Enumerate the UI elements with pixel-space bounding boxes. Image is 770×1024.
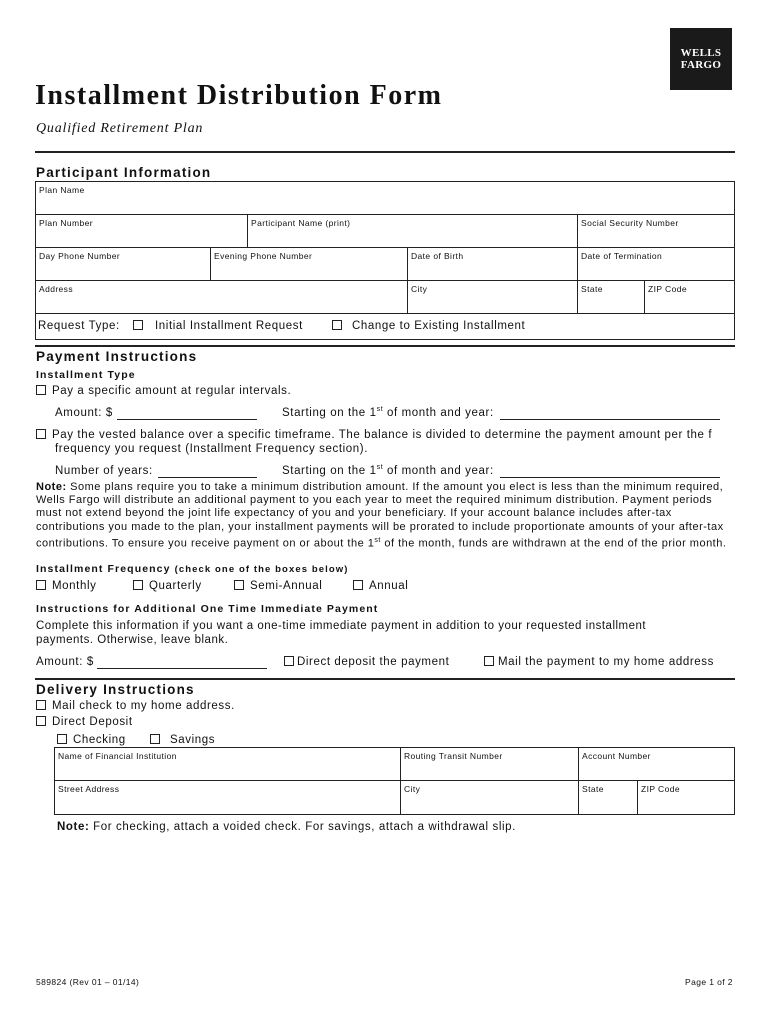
payment-note: Note: Some plans require you to take a minimum distribution amount. If the amount you elect is less than the minimum required, Wells Fargo will distribute an additional payment to you each year to meet the required minimum distribution. Payment periods must not extend beyond the joint life expectancy of you and your beneficiary. If your account balance includes after-tax contributions you made to the plan, your installment payments will be prorated to include proportionate amounts of your after-tax contributions. To ensure you receive payment on or about the 1st of the month, funds are withdrawn at the end of the prior month. — [36, 481, 727, 550]
annual-checkbox[interactable] — [353, 580, 363, 590]
monthly-checkbox[interactable] — [36, 580, 46, 590]
freq-semiannual-option[interactable]: Semi-Annual — [234, 580, 322, 592]
years-input[interactable] — [158, 465, 257, 478]
ssn-field[interactable] — [577, 214, 735, 248]
starting-label-2: Starting on the 1st of month and year: — [282, 464, 494, 477]
bank-state-field[interactable] — [578, 780, 638, 815]
bank-zip-field[interactable] — [637, 780, 735, 815]
installment-type-heading: Installment Type — [36, 369, 136, 381]
logo-line2: FARGO — [680, 59, 722, 71]
institution-field[interactable] — [54, 747, 401, 781]
specific-amount-checkbox[interactable] — [36, 385, 46, 395]
dob-field[interactable] — [407, 247, 578, 281]
change-installment-option[interactable]: Change to Existing Installment — [332, 320, 525, 332]
freq-monthly-option[interactable]: Monthly — [36, 580, 96, 592]
additional-amount-input[interactable] — [97, 656, 267, 669]
participant-heading: Participant Information — [36, 165, 212, 180]
freq-quarterly-option[interactable]: Quarterly — [133, 580, 202, 592]
additional-amount-label: Amount: $ — [36, 656, 94, 668]
direct-deposit-checkbox[interactable] — [36, 716, 46, 726]
delivery-heading: Delivery Instructions — [36, 682, 195, 697]
termination-field[interactable] — [577, 247, 735, 281]
termination-label: Date of Termination — [581, 251, 663, 261]
divider — [35, 678, 735, 680]
plan-number-field[interactable] — [35, 214, 248, 248]
plan-name-field[interactable] — [35, 181, 735, 215]
evening-phone-field[interactable] — [210, 247, 408, 281]
mail-check-option[interactable]: Mail check to my home address. — [36, 700, 235, 712]
additional-payment-text: Complete this information if you want a one-time immediate payment in addition to your requested installment payments. Otherwise, leave blank. — [36, 620, 647, 646]
additional-payment-heading: Instructions for Additional One Time Immediate Payment — [36, 603, 379, 615]
city-label: City — [411, 284, 428, 294]
divider — [35, 345, 735, 347]
dob-label: Date of Birth — [411, 251, 464, 261]
address-label: Address — [39, 284, 73, 294]
form-subtitle: Qualified Retirement Plan — [36, 121, 204, 136]
quarterly-checkbox[interactable] — [133, 580, 143, 590]
amount-label: Amount: $ — [55, 407, 113, 419]
address-field[interactable] — [35, 280, 408, 314]
zip-label: ZIP Code — [648, 284, 687, 294]
form-id: 589824 (Rev 01 – 01/14) — [36, 977, 140, 987]
account-field[interactable] — [578, 747, 735, 781]
years-label: Number of years: — [55, 465, 153, 477]
amount-input[interactable] — [117, 407, 257, 420]
day-phone-label: Day Phone Number — [39, 251, 121, 261]
bank-state-label: State — [582, 784, 604, 794]
street-label: Street Address — [58, 784, 120, 794]
direct-deposit-option[interactable]: Direct Deposit — [36, 716, 133, 728]
wells-fargo-logo — [670, 28, 732, 90]
initial-request-option[interactable]: Initial Installment Request — [133, 320, 303, 332]
starting-date-input-2[interactable] — [500, 465, 720, 478]
option-specific-amount[interactable]: Pay a specific amount at regular intervals. — [36, 385, 291, 397]
frequency-heading: Installment Frequency (check one of the boxes below) — [36, 563, 349, 575]
request-type-label: Request Type: — [38, 320, 120, 332]
evening-phone-label: Evening Phone Number — [214, 251, 313, 261]
street-field[interactable] — [54, 780, 401, 815]
checking-checkbox[interactable] — [57, 734, 67, 744]
zip-field[interactable] — [644, 280, 735, 314]
ssn-label: Social Security Number — [581, 218, 679, 228]
payment-heading: Payment Instructions — [36, 349, 198, 364]
request-type-row — [35, 313, 735, 340]
option-vested-balance[interactable]: Pay the vested balance over a specific timeframe. The balance is divided to determine the payment amount per the f — [36, 429, 712, 441]
page-number: Page 1 of 2 — [685, 977, 733, 987]
direct-deposit-payment-checkbox[interactable] — [284, 656, 294, 666]
direct-deposit-payment-option[interactable]: Direct deposit the payment — [284, 656, 449, 668]
delivery-note: Note: For checking, attach a voided check. For savings, attach a withdrawal slip. — [57, 821, 516, 833]
savings-option[interactable]: Savings — [150, 734, 215, 746]
routing-label: Routing Transit Number — [404, 751, 503, 761]
mail-payment-option[interactable]: Mail the payment to my home address — [484, 656, 714, 668]
vested-balance-checkbox[interactable] — [36, 429, 46, 439]
participant-name-label: Participant Name (print) — [251, 218, 351, 228]
participant-name-field[interactable] — [247, 214, 578, 248]
divider — [35, 151, 735, 153]
checking-option[interactable]: Checking — [57, 734, 126, 746]
plan-number-label: Plan Number — [39, 218, 94, 228]
savings-checkbox[interactable] — [150, 734, 160, 744]
starting-label-1: Starting on the 1st of month and year: — [282, 406, 494, 419]
bank-zip-label: ZIP Code — [641, 784, 680, 794]
freq-annual-option[interactable]: Annual — [353, 580, 408, 592]
bank-city-label: City — [404, 784, 421, 794]
starting-date-input-1[interactable] — [500, 407, 720, 420]
change-installment-checkbox[interactable] — [332, 320, 342, 330]
routing-field[interactable] — [400, 747, 579, 781]
semiannual-checkbox[interactable] — [234, 580, 244, 590]
city-field[interactable] — [407, 280, 578, 314]
day-phone-field[interactable] — [35, 247, 211, 281]
state-label: State — [581, 284, 603, 294]
account-label: Account Number — [582, 751, 651, 761]
logo-line1: WELLS — [680, 47, 722, 59]
mail-check-checkbox[interactable] — [36, 700, 46, 710]
bank-city-field[interactable] — [400, 780, 579, 815]
mail-payment-checkbox[interactable] — [484, 656, 494, 666]
institution-label: Name of Financial Institution — [58, 751, 177, 761]
initial-request-checkbox[interactable] — [133, 320, 143, 330]
option-vested-balance-line2: frequency you request (Installment Frequency section). — [55, 443, 369, 455]
state-field[interactable] — [577, 280, 645, 314]
form-title: Installment Distribution Form — [35, 80, 443, 111]
plan-name-label: Plan Name — [39, 185, 85, 195]
